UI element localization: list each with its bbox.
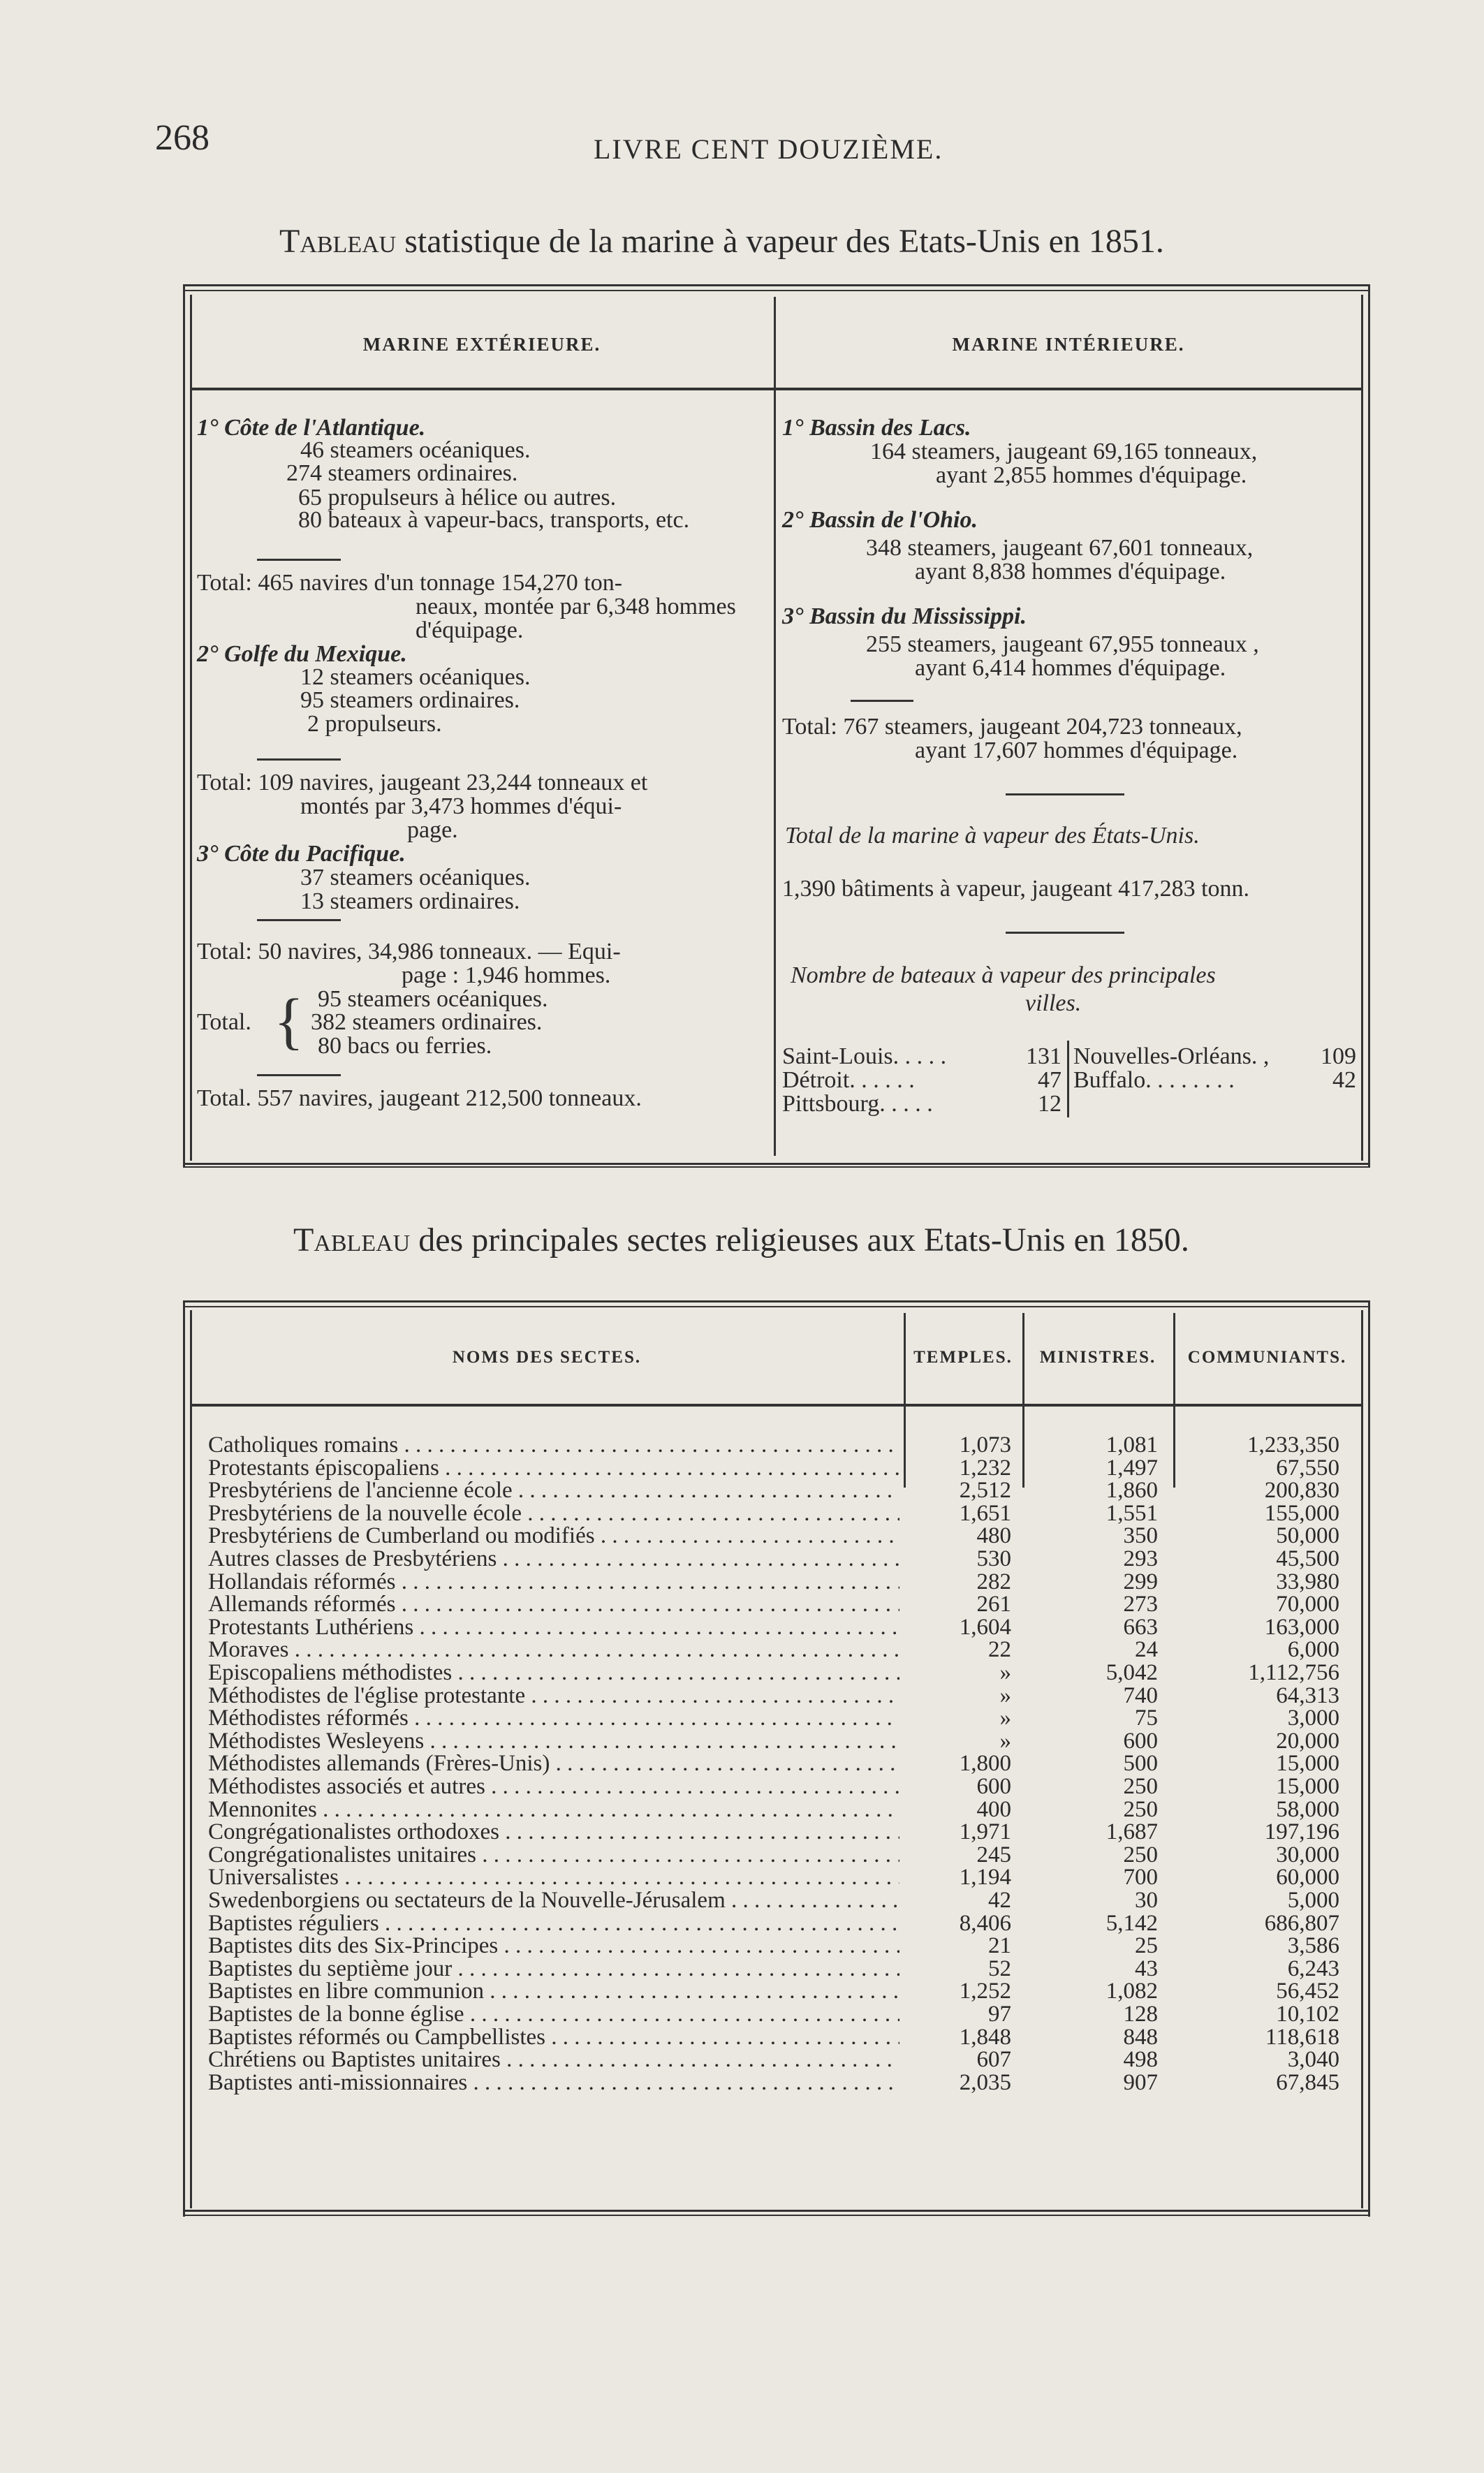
city-count: 47 [1038,1067,1061,1093]
right-line: 164 steamers, jaugeant 69,165 tonneaux, [870,439,1258,464]
ministres-value: 848 [1123,2024,1158,2050]
communiants-value: 3,040 [1287,2047,1339,2073]
right-line: 1° Bassin des Lacs. [782,415,971,441]
ministres-value: 128 [1123,2002,1158,2027]
table-row [208,1707,1367,1730]
marine-interieure-header: MARINE INTÉRIEURE. [952,334,1185,355]
right-line: Total: 767 steamers, jaugeant 204,723 tonneaux, [782,714,1242,740]
sect-name: Congrégationalistes orthodoxes . . . [208,1821,899,1844]
ministres-value: 700 [1123,1865,1158,1891]
left-line: 3° Côte du Pacifique. [197,841,406,867]
table-row [208,2048,1367,2071]
communiants-value: 60,000 [1276,1865,1339,1891]
communiants-value: 15,000 [1276,1774,1339,1799]
ministres-value: 1,081 [1105,1432,1158,1458]
temples-value: 21 [988,1933,1011,1959]
temples-value: 530 [976,1546,1011,1571]
ministres-value: 250 [1123,1774,1158,1799]
running-title: LIVRE CENT DOUZIÈME. [594,133,943,165]
ministres-value: 5,142 [1105,1910,1158,1936]
ministres-value: 250 [1123,1842,1158,1867]
left-line: 1° Côte de l'Atlantique. [197,415,426,441]
communiants-value: 155,000 [1264,1500,1339,1526]
right-line: ayant 17,607 hommes d'équipage. [915,738,1238,763]
left-line: 80 bateaux à vapeur-bacs, transports, etc. [298,507,690,533]
temples-value: 52 [988,1955,1011,1981]
ministres-value: 1,497 [1105,1455,1158,1481]
ministres-value: 293 [1123,1546,1158,1571]
table-row [208,2026,1367,2049]
table1-title-rest: statistique de la marine à vapeur des Etats-Unis en 1851. [396,223,1164,260]
left-line: 46 steamers océaniques. [300,437,531,463]
table2-title-lead: Tableau [293,1221,411,1258]
ministres-value: 1,687 [1105,1819,1158,1845]
temples-value: 22 [988,1637,1011,1663]
table2-title-rest: des principales sectes religieuses aux Etats-Unis en 1850. [410,1221,1189,1258]
communiants-value: 50,000 [1276,1523,1339,1549]
sect-name: Baptistes du septième jour . . . [208,1958,899,1981]
table1-title [279,222,1164,260]
sect-name: Swedenborgiens ou sectateurs de la Nouvelle-Jérusalem . . . [208,1889,899,1912]
table-row [208,1775,1367,1798]
city-name: Nouvelles-Orléans. , [1073,1043,1270,1069]
communiants-value: 70,000 [1276,1592,1339,1617]
right-line: 348 steamers, jaugeant 67,601 tonneaux, [866,535,1254,561]
left-line: 2° Golfe du Mexique. [197,641,407,667]
left-line: neaux, montée par 6,348 hommes [416,594,736,619]
marine-exterieure-header: MARINE EXTÉRIEURE. [362,334,601,355]
sect-name: Protestants Luthériens . . . [208,1616,899,1639]
ministres-value: 5,042 [1105,1660,1158,1685]
ministres-value: 1,551 [1105,1500,1158,1526]
ministres-value: 1,082 [1105,1979,1158,2004]
left-line: Total. [197,1009,251,1035]
communiants-value: 67,845 [1276,2069,1339,2095]
table-row [208,1525,1367,1548]
communiants-value: 45,500 [1276,1546,1339,1571]
ministres-value: 350 [1123,1523,1158,1549]
right-line: ayant 2,855 hommes d'équipage. [936,462,1247,488]
temples-value: 1,971 [959,1819,1011,1845]
communiants-value: 1,233,350 [1247,1432,1339,1458]
sect-name: Méthodistes de l'église protestante . . . [208,1685,899,1708]
right-line: Total de la marine à vapeur des États-Unis. [785,823,1200,849]
temples-value: 1,800 [959,1751,1011,1777]
table-row [208,1434,1367,1457]
table-row [208,1593,1367,1616]
city-count: 109 [1321,1043,1356,1069]
temples-value: 1,194 [959,1865,1011,1891]
city-name: Buffalo. . . . . . . . [1073,1067,1235,1093]
temples-value: 2,035 [959,2069,1011,2095]
brace: { [274,987,304,1056]
city-count: 131 [1026,1043,1061,1069]
ministres-value: 30 [1135,1888,1158,1913]
left-line: Total. 557 navires, jaugeant 212,500 tonneaux. [197,1085,642,1111]
right-line: Nombre de bateaux à vapeur des principales [791,962,1216,988]
communiants-value: 56,452 [1276,1979,1339,2004]
sect-name: Baptistes réguliers . . . [208,1912,899,1935]
sect-name: Moraves . . . [208,1638,899,1661]
table-row [208,1866,1367,1889]
left-line: page : 1,946 hommes. [402,962,611,988]
temples-value: 1,604 [959,1614,1011,1640]
communiants-value: 64,313 [1276,1682,1339,1708]
left-line: d'équipage. [416,617,524,643]
table-row [208,1548,1367,1571]
right-line: ayant 6,414 hommes d'équipage. [915,655,1226,681]
temples-value: 607 [976,2047,1011,2073]
sect-name: Allemands réformés . . . [208,1593,899,1616]
communiants-value: 33,980 [1276,1569,1339,1594]
communiants-value: 20,000 [1276,1728,1339,1754]
table-row [208,1935,1367,1958]
sect-name: Méthodistes associés et autres . . . [208,1775,899,1798]
column-header-temples: TEMPLES. [913,1348,1013,1367]
communiants-value: 30,000 [1276,1842,1339,1867]
sect-name: Presbytériens de la nouvelle école . . . [208,1502,899,1525]
left-line: Total: 50 navires, 34,986 tonneaux. — Equi- [197,939,621,964]
temples-value: » [999,1660,1011,1685]
temples-value: 282 [976,1569,1011,1594]
temples-value: 480 [976,1523,1011,1549]
left-line: 2 propulseurs. [307,711,442,737]
communiants-value: 3,000 [1287,1705,1339,1731]
table-row [208,1955,1367,1981]
city-name: Saint-Louis. . . . . [782,1043,947,1069]
column-header-sectes: NOMS DES SECTES. [452,1348,642,1367]
city-name: Pittsbourg. . . . . [782,1091,933,1117]
temples-value: 2,512 [959,1478,1011,1504]
temples-value: 8,406 [959,1910,1011,1936]
table-row [208,1730,1367,1753]
city-name: Détroit. . . . . . [782,1067,915,1093]
right-line: ayant 8,838 hommes d'équipage. [915,559,1226,585]
sect-name: Catholiques romains . . . [208,1434,899,1457]
ministres-value: 24 [1135,1637,1158,1663]
ministres-value: 75 [1135,1705,1158,1731]
temples-value: » [999,1705,1011,1731]
sect-name: Baptistes anti-missionnaires . . . [208,2071,899,2094]
left-line: 65 propulseurs à hélice ou autres. [298,485,617,511]
sect-name: Presbytériens de Cumberland ou modifiés . . . [208,1525,899,1548]
table-row [208,1479,1367,1502]
communiants-value: 200,830 [1264,1478,1339,1504]
communiants-value: 3,586 [1287,1933,1339,1959]
ministres-value: 1,860 [1105,1478,1158,1504]
ministres-value: 273 [1123,1592,1158,1617]
communiants-value: 197,196 [1264,1819,1339,1845]
sect-name: Congrégationalistes unitaires . . . [208,1844,899,1867]
communiants-value: 5,000 [1287,1888,1339,1913]
temples-value: 1,073 [959,1432,1011,1458]
sect-name: Baptistes dits des Six-Principes . . . [208,1935,899,1958]
right-line: 2° Bassin de l'Ohio. [782,507,978,533]
sect-name: Baptistes en libre communion . . . [208,1980,899,2003]
communiants-value: 686,807 [1264,1910,1339,1936]
table-row [208,1821,1367,1844]
temples-value: 1,232 [959,1455,1011,1481]
ministres-value: 299 [1123,1569,1158,1594]
temples-value: 261 [976,1592,1011,1617]
left-line: 12 steamers océaniques. [300,664,531,690]
ministres-value: 907 [1123,2069,1158,2095]
ministres-value: 43 [1135,1955,1158,1981]
temples-value: 400 [976,1796,1011,1822]
table-row [208,1616,1367,1639]
temples-value: 42 [988,1888,1011,1913]
table-row [208,1638,1367,1661]
right-line: 3° Bassin du Mississippi. [782,603,1027,629]
left-line: 95 steamers océaniques. [318,986,548,1012]
ministres-value: 500 [1123,1751,1158,1777]
table-row [208,1980,1367,2003]
sect-name: Méthodistes allemands (Frères-Unis) . . . [208,1752,899,1775]
communiants-value: 67,550 [1276,1455,1339,1481]
left-line: 274 steamers ordinaires. [286,460,518,486]
sect-name: Méthodistes réformés . . . [208,1707,899,1730]
communiants-value: 118,618 [1265,2024,1339,2050]
page-number: 268 [155,118,210,158]
ministres-value: 498 [1123,2047,1158,2073]
left-line: montés par 3,473 hommes d'équi- [300,793,622,819]
table2-title [293,1221,1189,1259]
table-row [208,1571,1367,1594]
table-row [208,1889,1367,1912]
sect-name: Baptistes de la bonne église . . . [208,2003,899,2026]
sect-name: Baptistes réformés ou Campbellistes . . . [208,2026,899,2049]
communiants-value: 6,243 [1287,1955,1339,1981]
ministres-value: 25 [1135,1933,1158,1959]
right-line: 255 steamers, jaugeant 67,955 tonneaux , [866,631,1259,657]
communiants-value: 10,102 [1276,2002,1339,2027]
table-row [208,2003,1367,2026]
sect-name: Chrétiens ou Baptistes unitaires . . . [208,2048,899,2071]
communiants-value: 15,000 [1276,1751,1339,1777]
sect-name: Universalistes . . . [208,1866,899,1889]
right-line: villes. [1025,990,1082,1016]
column-header-ministres: MINISTRES. [1039,1348,1156,1367]
temples-value: 97 [988,2002,1011,2027]
table-row [208,1502,1367,1525]
table-row [208,1844,1367,1867]
left-line: Total: 109 navires, jaugeant 23,244 tonneaux et [197,770,648,795]
table-row [208,2071,1367,2094]
left-line: 382 steamers ordinaires. [311,1009,543,1035]
sect-name: Mennonites . . . [208,1798,899,1821]
communiants-value: 163,000 [1264,1614,1339,1640]
communiants-value: 1,112,756 [1248,1660,1339,1685]
temples-value: 1,651 [959,1500,1011,1526]
communiants-value: 58,000 [1276,1796,1339,1822]
table-row [208,1752,1367,1775]
city-count: 42 [1332,1067,1356,1093]
temples-value: » [999,1728,1011,1754]
left-line: Total: 465 navires d'un tonnage 154,270 ton- [197,570,623,596]
table-row [208,1457,1367,1480]
table-row [208,1682,1367,1708]
ministres-value: 600 [1123,1728,1158,1754]
left-line: 13 steamers ordinaires. [300,888,520,914]
sect-name: Hollandais réformés . . . [208,1571,899,1594]
left-line: 37 steamers océaniques. [300,865,531,890]
ministres-value: 663 [1123,1614,1158,1640]
sect-name: Presbytériens de l'ancienne école . . . [208,1479,899,1502]
column-header-communiants: COMMUNIANTS. [1187,1348,1347,1367]
table-row [208,1912,1367,1935]
temples-value: 600 [976,1774,1011,1799]
left-line: 80 bacs ou ferries. [318,1033,492,1059]
sect-name: Autres classes de Presbytériens . . . [208,1548,899,1571]
temples-value: 245 [976,1842,1011,1867]
ministres-value: 250 [1123,1796,1158,1822]
temples-value: » [999,1682,1011,1708]
communiants-value: 6,000 [1287,1637,1339,1663]
sect-name: Episcopaliens méthodistes . . . [208,1661,899,1685]
right-line: 1,390 bâtiments à vapeur, jaugeant 417,283 tonn. [782,876,1250,902]
left-line: page. [407,817,458,843]
left-line: 95 steamers ordinaires. [300,687,520,713]
temples-value: 1,848 [959,2024,1011,2050]
sect-name: Méthodistes Wesleyens . . . [208,1730,899,1753]
table1-title-lead: Tableau [279,223,397,260]
temples-value: 1,252 [959,1979,1011,2004]
table-row [208,1661,1367,1685]
table-row [208,1798,1367,1821]
sect-name: Protestants épiscopaliens . . . [208,1457,899,1480]
ministres-value: 740 [1123,1682,1158,1708]
city-count: 12 [1038,1091,1061,1117]
